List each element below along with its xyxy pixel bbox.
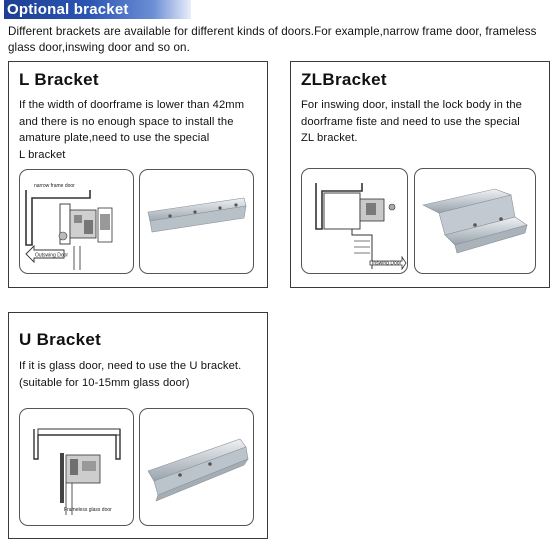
desc-line: If the width of doorframe is lower than 42mm <box>19 99 245 111</box>
diagram-label-top: narrow frame door <box>34 183 75 189</box>
zl-bracket-card <box>290 61 550 288</box>
card-description <box>19 358 241 391</box>
intro-paragraph: Different brackets are available for different kinds of doors.For example,narrow frame door, frameless glass door,inswing door and so on. <box>8 25 537 54</box>
card-title: U Bracket <box>19 330 102 349</box>
desc-line: (suitable for 10-15mm glass door) <box>19 376 190 389</box>
u-bracket-photo <box>139 408 254 526</box>
desc-line: If it is glass door, need to use the U bracket. <box>19 360 242 372</box>
diagram-label-arrow: Inswing Door <box>372 260 402 267</box>
desc-line: For inswing door, install the lock body in the <box>301 99 523 111</box>
diagram-label-arrow: Outswing Door <box>35 252 69 259</box>
card-description <box>301 97 522 147</box>
desc-line: doorframe fiste and need to use the special <box>301 115 520 128</box>
card-title: ZLBracket <box>301 70 387 89</box>
card-description <box>19 97 244 163</box>
l-bracket-card <box>8 61 268 288</box>
l-bracket-photo <box>139 169 254 274</box>
card-title: L Bracket <box>19 70 99 89</box>
u-bracket-card <box>8 312 268 539</box>
desc-line: amature plate,need to use the special <box>19 132 210 144</box>
u-bracket-diagram <box>19 408 134 526</box>
diagram-label-bottom: Frameless glass door <box>64 507 112 513</box>
zl-bracket-photo <box>414 168 536 274</box>
desc-line: L bracket <box>19 148 66 161</box>
desc-line: and there is no enough space to install the <box>19 115 234 128</box>
zl-bracket-diagram <box>301 168 408 274</box>
l-bracket-diagram <box>19 169 134 274</box>
section-banner <box>4 0 191 19</box>
section-title: Optional bracket <box>7 1 129 18</box>
desc-line: ZL bracket. <box>301 132 358 144</box>
